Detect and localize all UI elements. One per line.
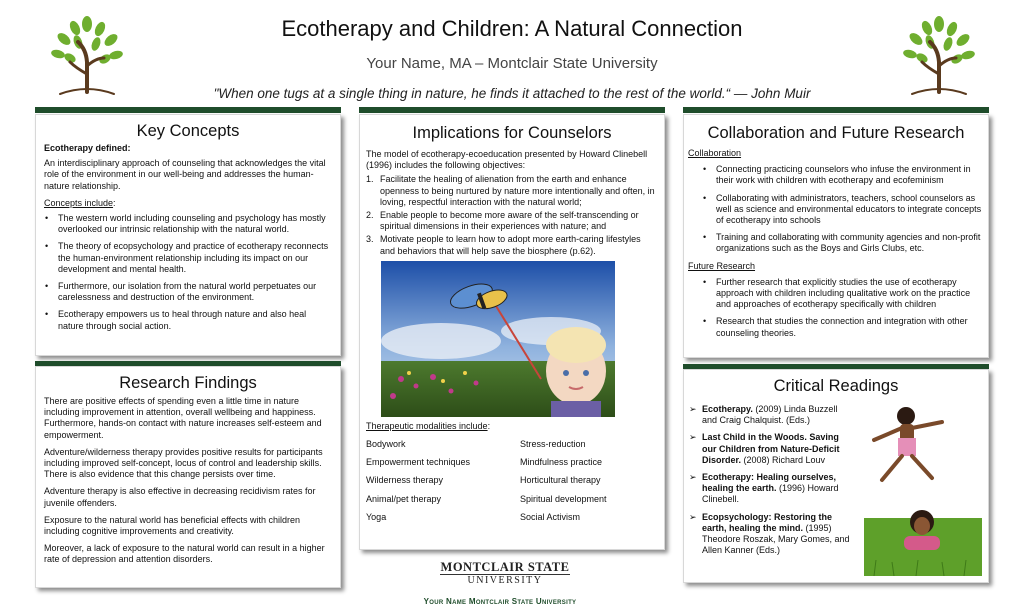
readings-list [688,404,850,556]
reading-title: Ecotherapy. [702,404,753,414]
modality-item: Spiritual development [520,493,607,504]
modalities-label: Therapeutic modalities include [366,420,488,431]
list-item [689,472,850,506]
reading-details: (2008) Richard Louv [741,454,826,465]
modality-item: Yoga [366,511,387,522]
arrow-bullet-icon: ➢ [689,404,697,414]
modality-item: Bodywork [366,439,406,450]
list-item [689,404,850,426]
collaboration-list [688,164,984,254]
reading-details: (1995) Theodore Roszak, Mary Gomes, and Allen Kanner (Eds.) [702,522,850,556]
objective-text: Facilitate the healing of alienation from the earth and enhance openness to being nurtured by nature more intentionally and often, in loving, respectful interaction with the natural world; [380,174,655,207]
objectives-list [366,174,658,256]
list-item: • Ecotherapy empowers us to heal through nature and also heal nature through social action. [58,309,332,331]
list-item [366,210,658,232]
objective-number: 3. [366,234,374,245]
list-item: • Connecting practicing counselors who infuse the environment in their work with children with ecotherapy and ecofeminism [716,164,984,186]
implications-intro: The model of ecotherapy-ecoeducation presented by Howard Clinebell (1996) includes the following objectives: [366,149,648,171]
collaboration-panel [683,114,989,358]
arrow-bullet-icon: ➢ [689,511,697,522]
header-bar-middle [359,107,665,113]
list-item: • Collaborating with administrators, teachers, school counselors as well as science and environmental educators to integrate concepts of ecotherapy into schools [716,193,984,227]
header-bar-right [683,107,989,113]
key-concepts-title: Key Concepts [136,122,240,140]
poster-quote: "When one tugs at a single thing in nature, he finds it attached to the rest of the world.“ — John Muir [213,86,811,101]
list-item: • Research that studies the connection and integration with other counseling theories. [716,316,984,338]
key-concepts-list [44,213,332,332]
objective-number: 1. [366,174,374,185]
implications-panel [359,114,665,550]
poster-subtitle: Your Name, MA – Montclair State University [366,55,658,72]
reading-title: Ecopsychology: Restoring the earth, healing the mind. [702,511,833,533]
child-butterfly-photo [381,261,615,417]
list-item [366,174,658,208]
list-item: • The theory of ecopsychology and practice of ecotherapy reconnects the human-environment relationship including its impact on our development and mental health. [58,241,332,275]
list-item: • Furthermore, our isolation from the natural world perpetuates our carelessness and destruction of the environment. [58,281,332,303]
modality-item: Empowerment techniques [366,457,471,468]
modality-item: Social Activism [520,511,581,522]
logo-line-1: MONTCLAIR STATE [440,560,570,574]
reading-details: (2009) Linda Buzzell and Craig Chalquist. (Eds.) [702,404,838,426]
logo-line-2: UNIVERSITY [467,575,543,586]
objective-text: Motivate people to learn how to adopt more earth-caring lifestyles and behaviors that will help save the biosphere (p.62). [380,234,641,256]
critical-readings-panel [683,369,989,583]
ecotherapy-definition: An interdisciplinary approach of counseling that acknowledges the vital role of the environment in our well-being and addresses the human-nature relationship. [44,158,326,191]
research-paragraph: Adventure therapy is also effective in decreasing recidivism rates for juvenile offenders. [44,486,316,508]
modalities-colon: : [487,420,491,431]
collaboration-label: Collaboration [688,148,742,158]
poster-title: Ecotherapy and Children: A Natural Connection [281,16,743,41]
key-concepts-panel [35,114,341,356]
modalities-grid [366,439,658,523]
research-findings-title: Research Findings [119,374,257,392]
header-bar-left [35,107,341,113]
list-item: • The western world including counseling and psychology has mostly overlooked our intrinsic relationship with the natural world. [58,213,332,235]
concepts-include-label: Concepts include [44,197,114,208]
future-research-list [688,277,984,339]
research-paragraph: Moreover, a lack of exposure to the natural world can result in a higher rate of depression and attention disorders. [44,543,325,565]
objective-number: 2. [366,210,374,221]
list-item: • Further research that explicitly studies the use of ecotherapy approach with children including qualitative work on the practice and approaches of ecotherapy specifically with children [716,277,984,311]
concepts-colon: : [113,197,116,208]
modality-item: Wilderness therapy [366,475,444,486]
modality-item: Mindfulness practice [520,457,603,468]
children-playing-photo [864,400,982,576]
research-findings-panel [35,366,341,588]
arrow-bullet-icon: ➢ [689,472,697,483]
reading-title: Ecotherapy: Healing ourselves, healing the earth. [702,472,837,494]
arrow-bullet-icon: ➢ [689,432,697,443]
critical-readings-title: Critical Readings [773,377,899,395]
implications-title: Implications for Counselors [412,124,612,142]
modality-item: Horticultural therapy [520,475,601,486]
footer-name: Your Name Montclair State University [423,597,577,606]
research-paragraph: There are positive effects of spending even a little time in nature including improvement in attention, overall wellbeing and happiness. Furthermore, hands-on contact with nature increases self-esteem and empowerment. [44,396,322,440]
reading-details: (1996) Howard Clinebell. [702,483,839,505]
university-logo [440,561,570,587]
objective-text: Enable people to become more aware of the self-transcending or spiritual dimensions in their experiences with nature; and [380,210,639,232]
research-paragraph: Exposure to the natural world has beneficial effects with children including cognitive improvements and creativity. [44,514,300,537]
list-item [689,511,850,557]
future-research-label: Future Research [688,260,756,271]
list-item [366,234,658,256]
ecotherapy-defined-label: Ecotherapy defined: [44,143,131,153]
modality-item: Animal/pet therapy [366,493,442,504]
research-paragraph: Adventure/wilderness therapy provides positive results for participants including improved self-concept, locus of control and leadership skills. There is also evidence that this change persists over time. [44,446,323,480]
reading-title: Last Child in the Woods. Saving our Children from Nature-Deficit Disorder. [702,432,840,465]
list-item [689,432,850,466]
modality-item: Stress-reduction [520,439,586,450]
collaboration-title: Collaboration and Future Research [707,124,965,142]
list-item: • Training and collaborating with community agencies and non-profit organizations such as the Boys and Girls Clubs, etc. [716,232,984,254]
